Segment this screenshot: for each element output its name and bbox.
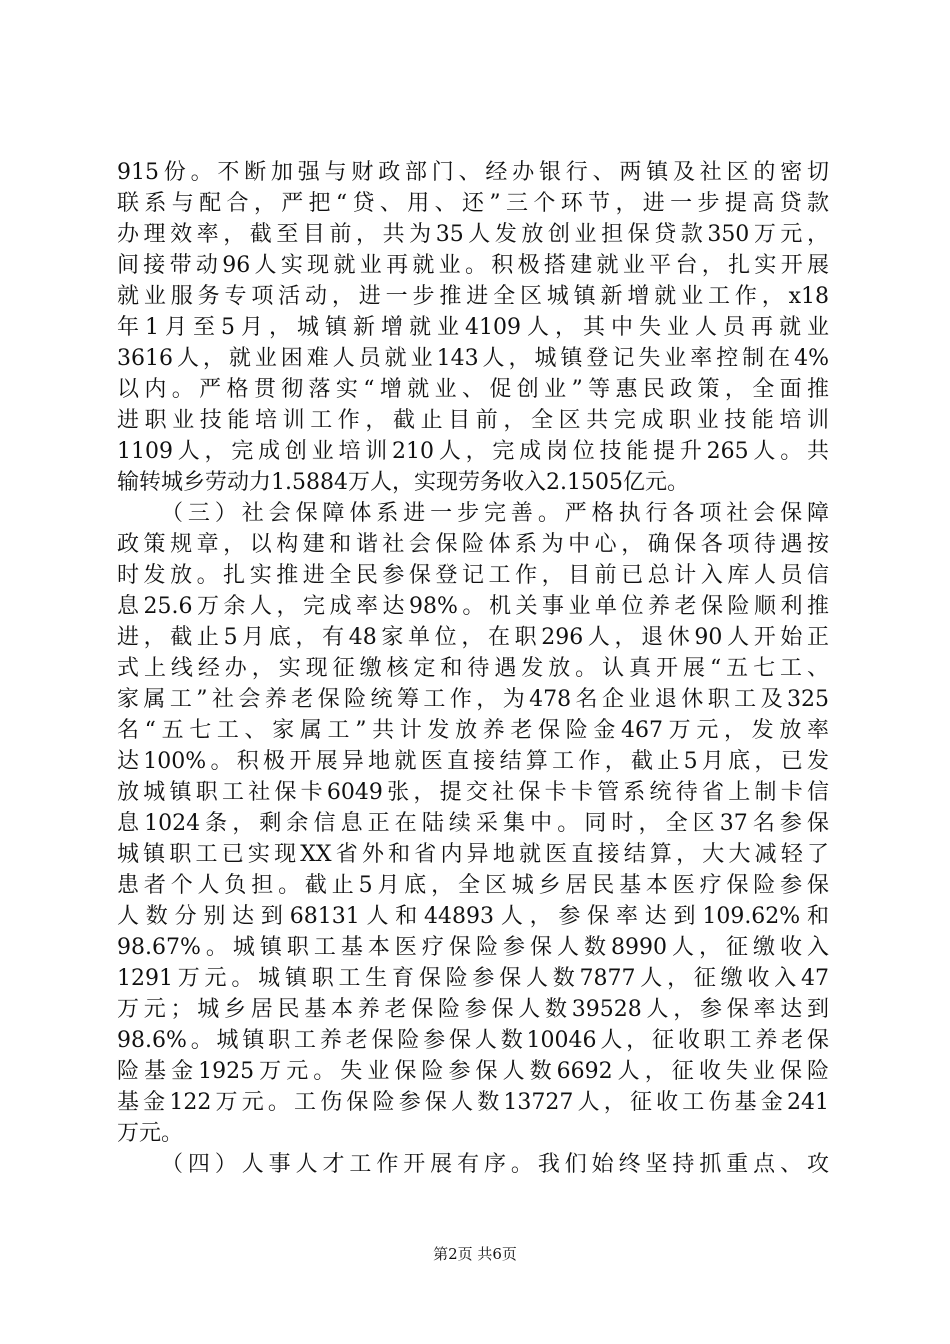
text-line: 人数分别达到68131人和44893人，参保率达到109.62%和 <box>117 904 829 929</box>
text-line: 名“五七工、家属工”共计发放养老保险金467万元，发放率 <box>117 718 829 743</box>
text-line: 以内。严格贯彻落实“增就业、促创业”等惠民政策，全面推 <box>117 377 829 402</box>
page-number-footer: 第2页 共6页 <box>433 1245 517 1263</box>
text-line: 城镇职工已实现XX省外和省内异地就医直接结算，大大减轻了 <box>117 842 829 867</box>
document-body <box>117 157 829 1180</box>
text-line: 输转城乡劳动力1.5884万人，实现劳务收入2.1505亿元。 <box>117 470 689 495</box>
text-line: 98.6%。城镇职工养老保险参保人数10046人，征收职工养老保 <box>117 1028 829 1053</box>
text-line: 万元。 <box>117 1121 184 1146</box>
text-line: 政策规章，以构建和谐社会保险体系为中心，确保各项待遇按 <box>117 532 829 557</box>
text-line: 联系与配合，严把“贷、用、还”三个环节，进一步提高贷款 <box>117 191 829 216</box>
text-line: 办理效率，截至目前，共为35人发放创业担保贷款350万元， <box>117 222 829 247</box>
text-line: 式上线经办，实现征缴核定和待遇发放。认真开展“五七工、 <box>117 656 829 681</box>
section-heading-line: （三）社会保障体系进一步完善。严格执行各项社会保障 <box>161 501 829 526</box>
text-line: 1109人，完成创业培训210人，完成岗位技能提升265人。共 <box>117 439 829 464</box>
text-line: 3616人，就业困难人员就业143人，城镇登记失业率控制在4% <box>117 346 829 371</box>
text-line: 基金122万元。工伤保险参保人数13727人，征收工伤基金241 <box>117 1090 829 1115</box>
text-line: 915份。不断加强与财政部门、经办银行、两镇及社区的密切 <box>117 160 829 185</box>
text-line: 放城镇职工社保卡6049张，提交社保卡卡管系统待省上制卡信 <box>117 780 829 805</box>
text-line: 息1024条，剩余信息正在陆续采集中。同时，全区37名参保 <box>117 811 829 836</box>
text-line: 家属工”社会养老保险统筹工作，为478名企业退休职工及325 <box>117 687 829 712</box>
section-heading-line: （四）人事人才工作开展有序。我们始终坚持抓重点、攻 <box>161 1152 829 1177</box>
text-line: 就业服务专项活动，进一步推进全区城镇新增就业工作，x18 <box>117 284 829 309</box>
text-line: 险基金1925万元。失业保险参保人数6692人，征收失业保险 <box>117 1059 829 1084</box>
text-line: 息25.6万余人，完成率达98%。机关事业单位养老保险顺利推 <box>117 594 829 619</box>
text-line: 98.67%。城镇职工基本医疗保险参保人数8990人，征缴收入 <box>117 935 829 960</box>
text-line: 进职业技能培训工作，截止目前，全区共完成职业技能培训 <box>117 408 829 433</box>
text-line: 进，截止5月底，有48家单位，在职296人，退休90人开始正 <box>117 625 829 650</box>
text-line: 间接带动96人实现就业再就业。积极搭建就业平台，扎实开展 <box>117 253 829 278</box>
text-line: 1291万元。城镇职工生育保险参保人数7877人，征缴收入47 <box>117 966 829 991</box>
text-line: 年1月至5月，城镇新增就业4109人，其中失业人员再就业 <box>117 315 829 340</box>
text-line: 患者个人负担。截止5月底，全区城乡居民基本医疗保险参保 <box>117 873 829 898</box>
text-line: 达100%。积极开展异地就医直接结算工作，截止5月底，已发 <box>117 749 829 774</box>
text-line: 万元；城乡居民基本养老保险参保人数39528人，参保率达到 <box>117 997 829 1022</box>
text-line: 时发放。扎实推进全民参保登记工作，目前已总计入库人员信 <box>117 563 829 588</box>
